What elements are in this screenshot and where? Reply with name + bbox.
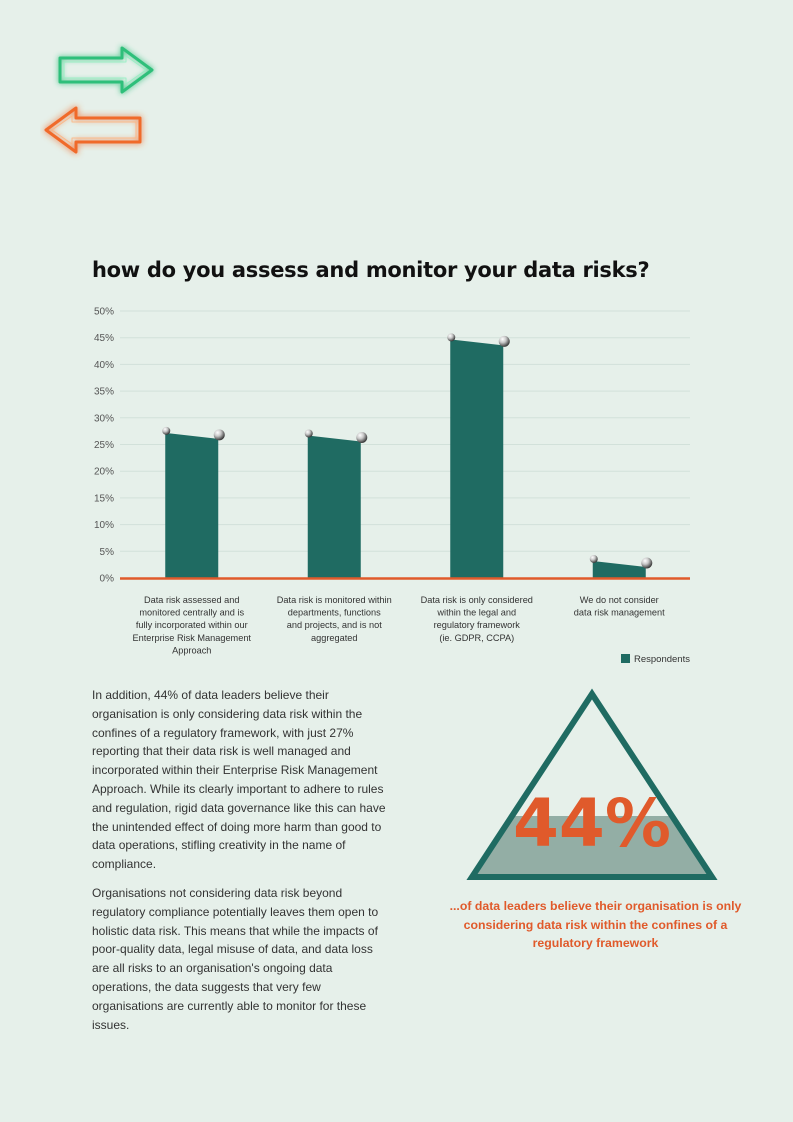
bar-pin-left	[305, 429, 313, 437]
y-tick-label: 35%	[93, 386, 114, 398]
bar-pin-right	[641, 557, 652, 568]
callout-value: 44%	[513, 785, 671, 862]
x-tick-label: We do not consider data risk management	[573, 595, 665, 618]
legend-swatch	[621, 654, 630, 663]
x-tick-label: Data risk assessed and monitored centrally and is fully incorporated within our Enterprise Risk Management Approach	[132, 595, 251, 656]
legend-label: Respondents	[634, 654, 690, 665]
body-paragraph-2: Organisations not considering data risk beyond regulatory compliance potentially leaves them open to holistic data risk. This means that while the impacts of poor-quality data, legal misuse of data, and data loss are all risks to an organisation's ongoing data operations, the data suggests that very few organisations are currently able to monitor for these issues.	[92, 886, 379, 1032]
y-tick-label: 20%	[93, 466, 114, 478]
bar	[593, 561, 646, 578]
x-tick-label: Data risk is monitored within departments, functions and projects, and is not aggregated	[276, 595, 392, 643]
y-tick-label: 40%	[93, 359, 114, 371]
bar-pin-left	[590, 555, 598, 563]
y-tick-label: 5%	[99, 546, 114, 558]
bar-pin-right	[214, 429, 225, 440]
neon-arrows-logo-icon	[40, 40, 170, 165]
bar	[165, 433, 218, 578]
y-tick-label: 15%	[93, 493, 114, 505]
chart-title: how do you assess and monitor your data risks?	[92, 258, 650, 282]
x-tick-label: Data risk is only considered within the legal and regulatory framework (ie. GDPR, CCPA)	[420, 595, 533, 643]
y-tick-label: 25%	[93, 440, 114, 451]
bar-pin-left	[447, 333, 455, 341]
y-tick-label: 10%	[93, 520, 114, 532]
bar-pin-left	[162, 427, 170, 435]
bar	[450, 339, 503, 578]
arrow-left-icon	[46, 108, 140, 152]
bar-chart	[80, 300, 705, 670]
bar-pin-right	[499, 336, 510, 347]
y-tick-label: 30%	[93, 413, 114, 425]
body-paragraph-1: In addition, 44% of data leaders believe their organisation is only considering data risk within the confines of a regulatory framework, with just 27% reporting that their data risk is well managed and incorporated within their Enterprise Risk Management Approach. While its clearly important to adhere to rules and regulation, rigid data governance like this can have the unintended effect of doing more harm than good to data operations, stifling creativity in the name of compliance.	[92, 688, 386, 872]
arrow-right-icon	[60, 48, 152, 92]
callout-caption: ...of data leaders believe their organisation is only considering data risk within the confines of a regulatory framework	[449, 899, 742, 950]
y-tick-label: 45%	[93, 333, 114, 345]
y-tick-label: 0%	[99, 573, 114, 585]
bar-pin-right	[356, 432, 367, 443]
bar	[308, 435, 361, 578]
stat-callout-triangle	[460, 686, 730, 886]
y-tick-label: 50%	[93, 306, 114, 318]
